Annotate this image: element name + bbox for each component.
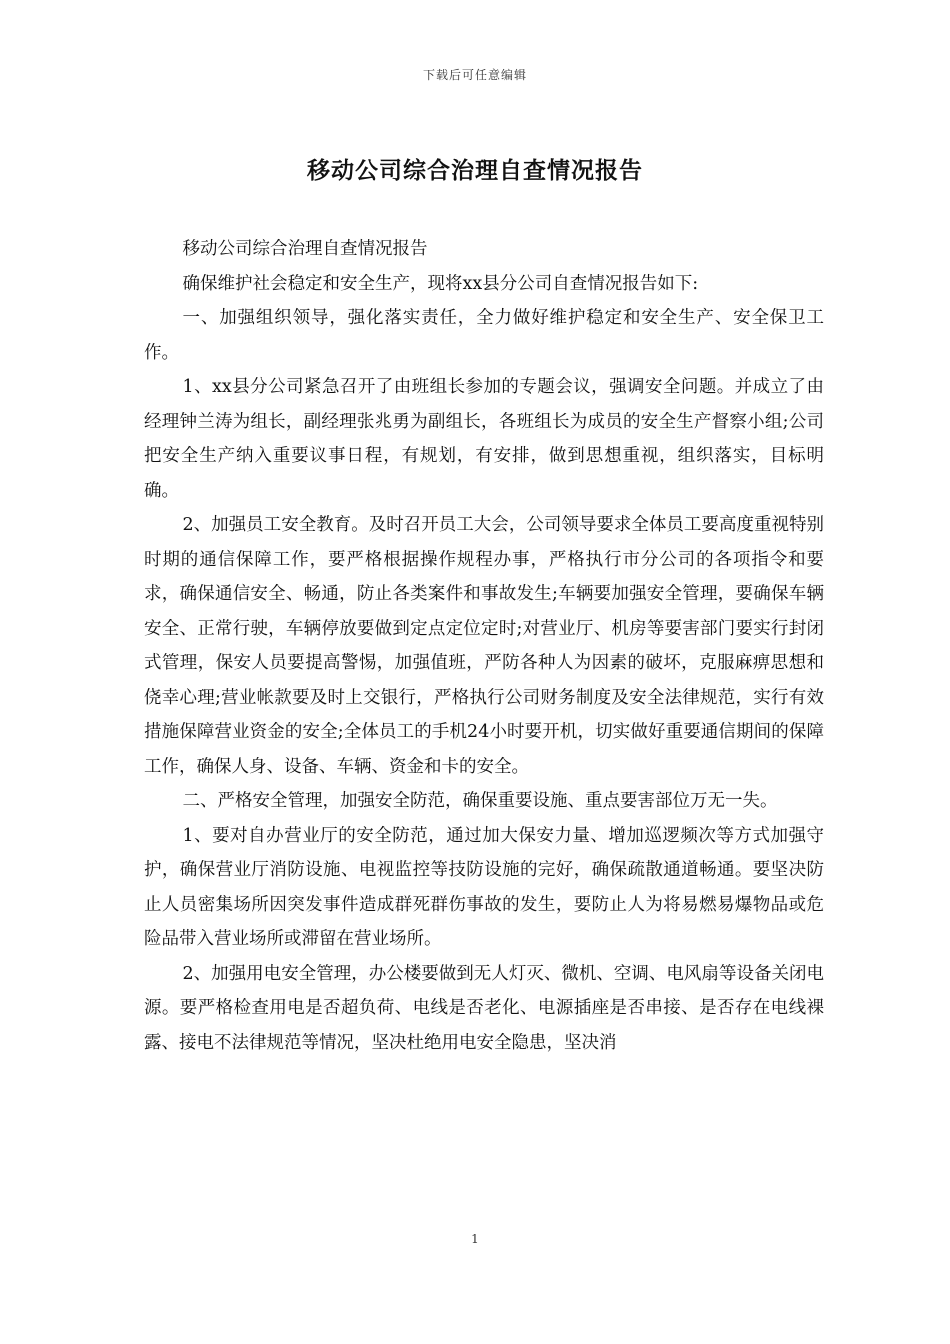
page-number: 1 [471, 1232, 479, 1246]
paragraph-section-2-item-2: 2、加强用电安全管理，办公楼要做到无人灯灭、微机、空调、电风扇等设备关闭电源。要严格检查用电是否超负荷、电线是否老化、电源插座是否串接、是否存在电线裸露、接电不法律规范等情况，坚决杜绝用电安全隐患，坚决消 [144, 963, 824, 1053]
paragraph-section-1-item-1: 1、xx县分公司紧急召开了由班组长参加的专题会议，强调安全问题。并成立了由经理钟兰涛为组长，副经理张兆勇为副组长，各班组长为成员的安全生产督察小组;公司把安全生产纳入重要议事日程，有规划，有安排，做到思想重视，组织落实，目标明确。 [144, 377, 824, 501]
paragraph-subtitle: 移动公司综合治理自查情况报告 [182, 239, 428, 259]
document-body [144, 232, 824, 1060]
page-header-note: 下载后可任意编辑 [422, 68, 527, 82]
paragraph-section-2-item-1: 1、要对自办营业厅的安全防范，通过加大保安力量、增加巡逻频次等方式加强守护，确保营业厅消防设施、电视监控等技防设施的完好，确保疏散通道畅通。要坚决防止人员密集场所因突发事件造成群死群伤事故的发生，要防止人为将易燃易爆物品或危险品带入营业场所或滞留在营业场所。 [144, 825, 824, 949]
document-title: 移动公司综合治理自查情况报告 [307, 157, 643, 184]
paragraph-intro: 确保维护社会稳定和安全生产，现将xx县分公司自查情况报告如下: [182, 273, 699, 294]
paragraph-section-1-item-2: 2、加强员工安全教育。及时召开员工大会，公司领导要求全体员工要高度重视特别时期的通信保障工作，要严格根据操作规程办事，严格执行市分公司的各项指令和要求，确保通信安全、畅通，防止各类案件和事故发生;车辆要加强安全管理，要确保车辆安全、正常行驶，车辆停放要做到定点定位定时;对营业厅、机房等要害部门要实行封闭式管理，保安人员要提高警惕，加强值班，严防各种人为因素的破坏，克服麻痹思想和侥幸心理;营业帐款要及时上交银行，严格执行公司财务制度及安全法律规范，实行有效措施保障营业资金的安全;全体员工的手机24小时要开机，切实做好重要通信期间的保障工作，确保人身、设备、车辆、资金和卡的安全。 [144, 515, 824, 777]
paragraph-section-1-heading: 一、加强组织领导，强化落实责任，全力做好维护稳定和安全生产、安全保卫工作。 [144, 308, 824, 363]
paragraph-section-2-heading: 二、严格安全管理，加强安全防范，确保重要设施、重点要害部位万无一失。 [182, 791, 778, 811]
